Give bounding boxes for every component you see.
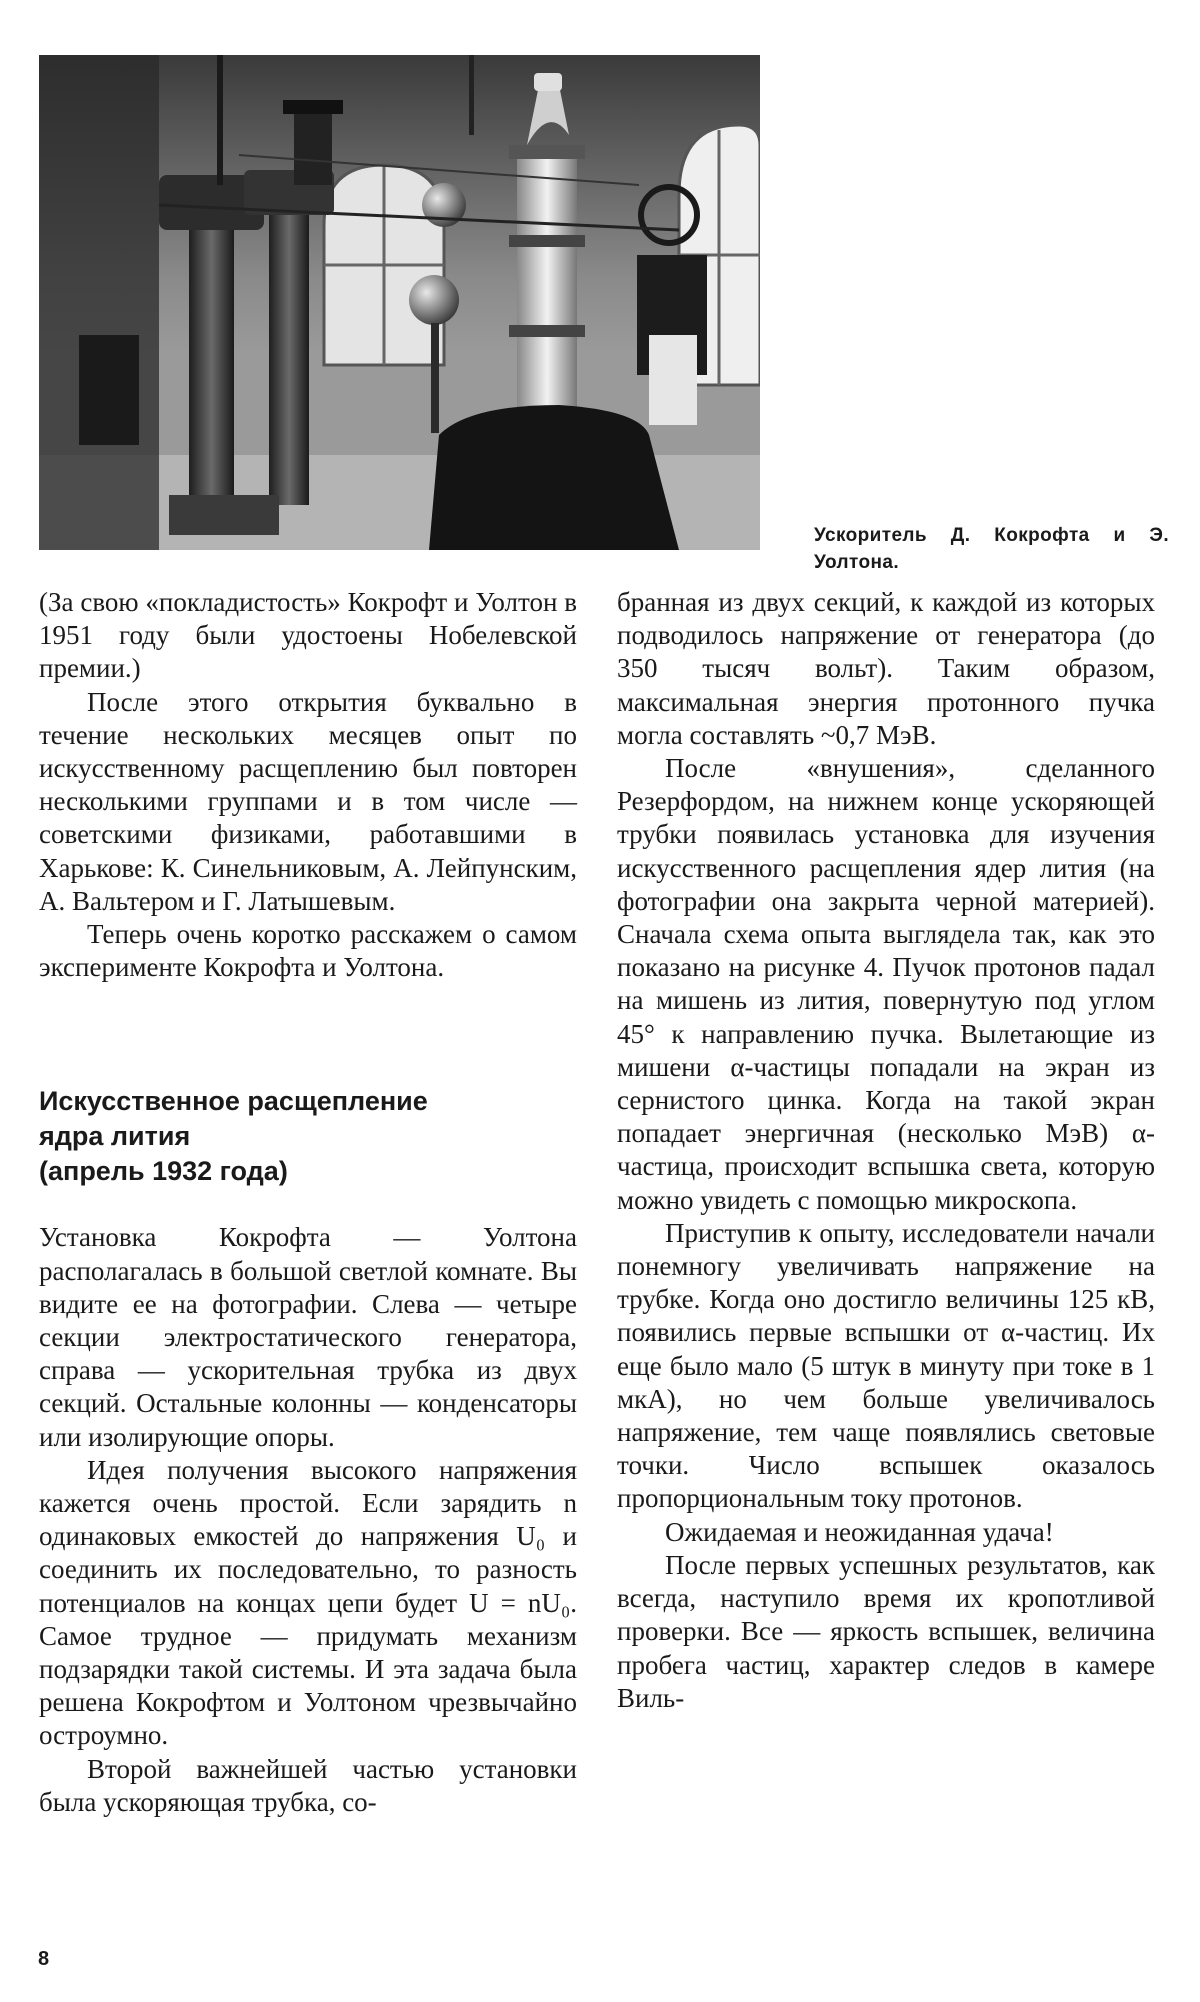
paragraph: (За свою «покладистость» Кокрофт и Уолтон в 1951 году были удостоены Нобелевской премии.)	[39, 587, 577, 684]
paragraph: После первых успешных результатов, как всегда, наступило время их кропотливой проверки. Все — яркость вспышек, величина пробега частиц, характер следов в камере Виль-	[617, 1549, 1155, 1713]
paragraph: После этого открытия буквально в течение нескольких месяцев опыт по искусственному расщеплению был повторен несколькими группами и в том числе — советскими физиками, работавшими в Харькове: К. Синельниковым, А. Лейпунским, А. Вальтером и Г. Латышевым.	[39, 686, 577, 916]
paragraph: Приступив к опыту, исследователи начали понемногу увеличивать напряжение на трубке. Когда оно достигло величины 125 кВ, появились первые вспышки от α-частиц. Их еще было мало (5 штук в минуту при токе в 1 мкА), но чем больше увеличивалось напряжение, тем чаще появлялись световые точки. Число вспышек оказалось пропорциональным току протонов.	[617, 1217, 1155, 1514]
heading-line: ядра лития	[39, 1121, 191, 1152]
paragraph: Ожидаемая и неожиданная удача!	[665, 1516, 1054, 1547]
accelerator-photo	[39, 55, 760, 550]
section-heading	[39, 1084, 469, 1189]
heading-line: Искусственное расщепление	[39, 1086, 428, 1117]
paragraph: бранная из двух секций, к каждой из которых подводилось напряжение от генератора (до 350 тысяч вольт). Таким образом, максимальная энергия протонного пучка могла составлять ~0,7 МэВ.	[617, 587, 1155, 750]
page-number: 8	[38, 1948, 50, 1970]
paragraph: После «внушения», сделанного Резерфордом, на нижнем конце ускоряющей трубки появилась установка для изучения искусственного расщепления ядер лития (на фотографии она закрыта черной материей). Сначала схема опыта выглядела так, как это показано на рисунке 4. Пучок протонов падал на мишень из лития, повернутую под углом 45° к направлению пучка. Вылетающие из мишени α-частицы попадали на экран из сернистого цинка. Когда на такой экран попадает энергичная (несколько МэВ) α-частица, происходит вспышка света, которую можно увидеть с помощью микроскопа.	[617, 753, 1155, 1215]
paragraph: Идея получения высокого напряжения кажется очень простой. Если зарядить n одинаковых емкостей до напряжения U₀ и соединить их последовательно, то разность потенциалов на концах цепи будет U = nU₀. Самое трудное — придумать механизм подзарядки такой системы. И эта задача была решена Кокрофтом и Уолтоном чрезвычайно остроумно.	[39, 1454, 577, 1751]
right-column	[617, 586, 1155, 1715]
heading-line: (апрель 1932 года)	[39, 1156, 288, 1187]
paragraph: Теперь очень коротко расскажем о самом эксперименте Кокрофта и Уолтона.	[39, 919, 577, 983]
paragraph: Установка Кокрофта — Уолтона располагалась в большой светлой комнате. Вы видите ее на фотографии. Слева — четыре секции электростатического генератора, справа — ускорительная трубка из двух секций. Остальные колонны — конденсаторы или изолирующие опоры.	[39, 1222, 577, 1452]
photo-caption: Ускоритель Д. Кокрофта и Э. Уолтона.	[814, 525, 1169, 573]
left-column	[39, 586, 577, 1819]
paragraph: Второй важнейшей частью установки была ускоряющая трубка, со-	[39, 1753, 577, 1817]
